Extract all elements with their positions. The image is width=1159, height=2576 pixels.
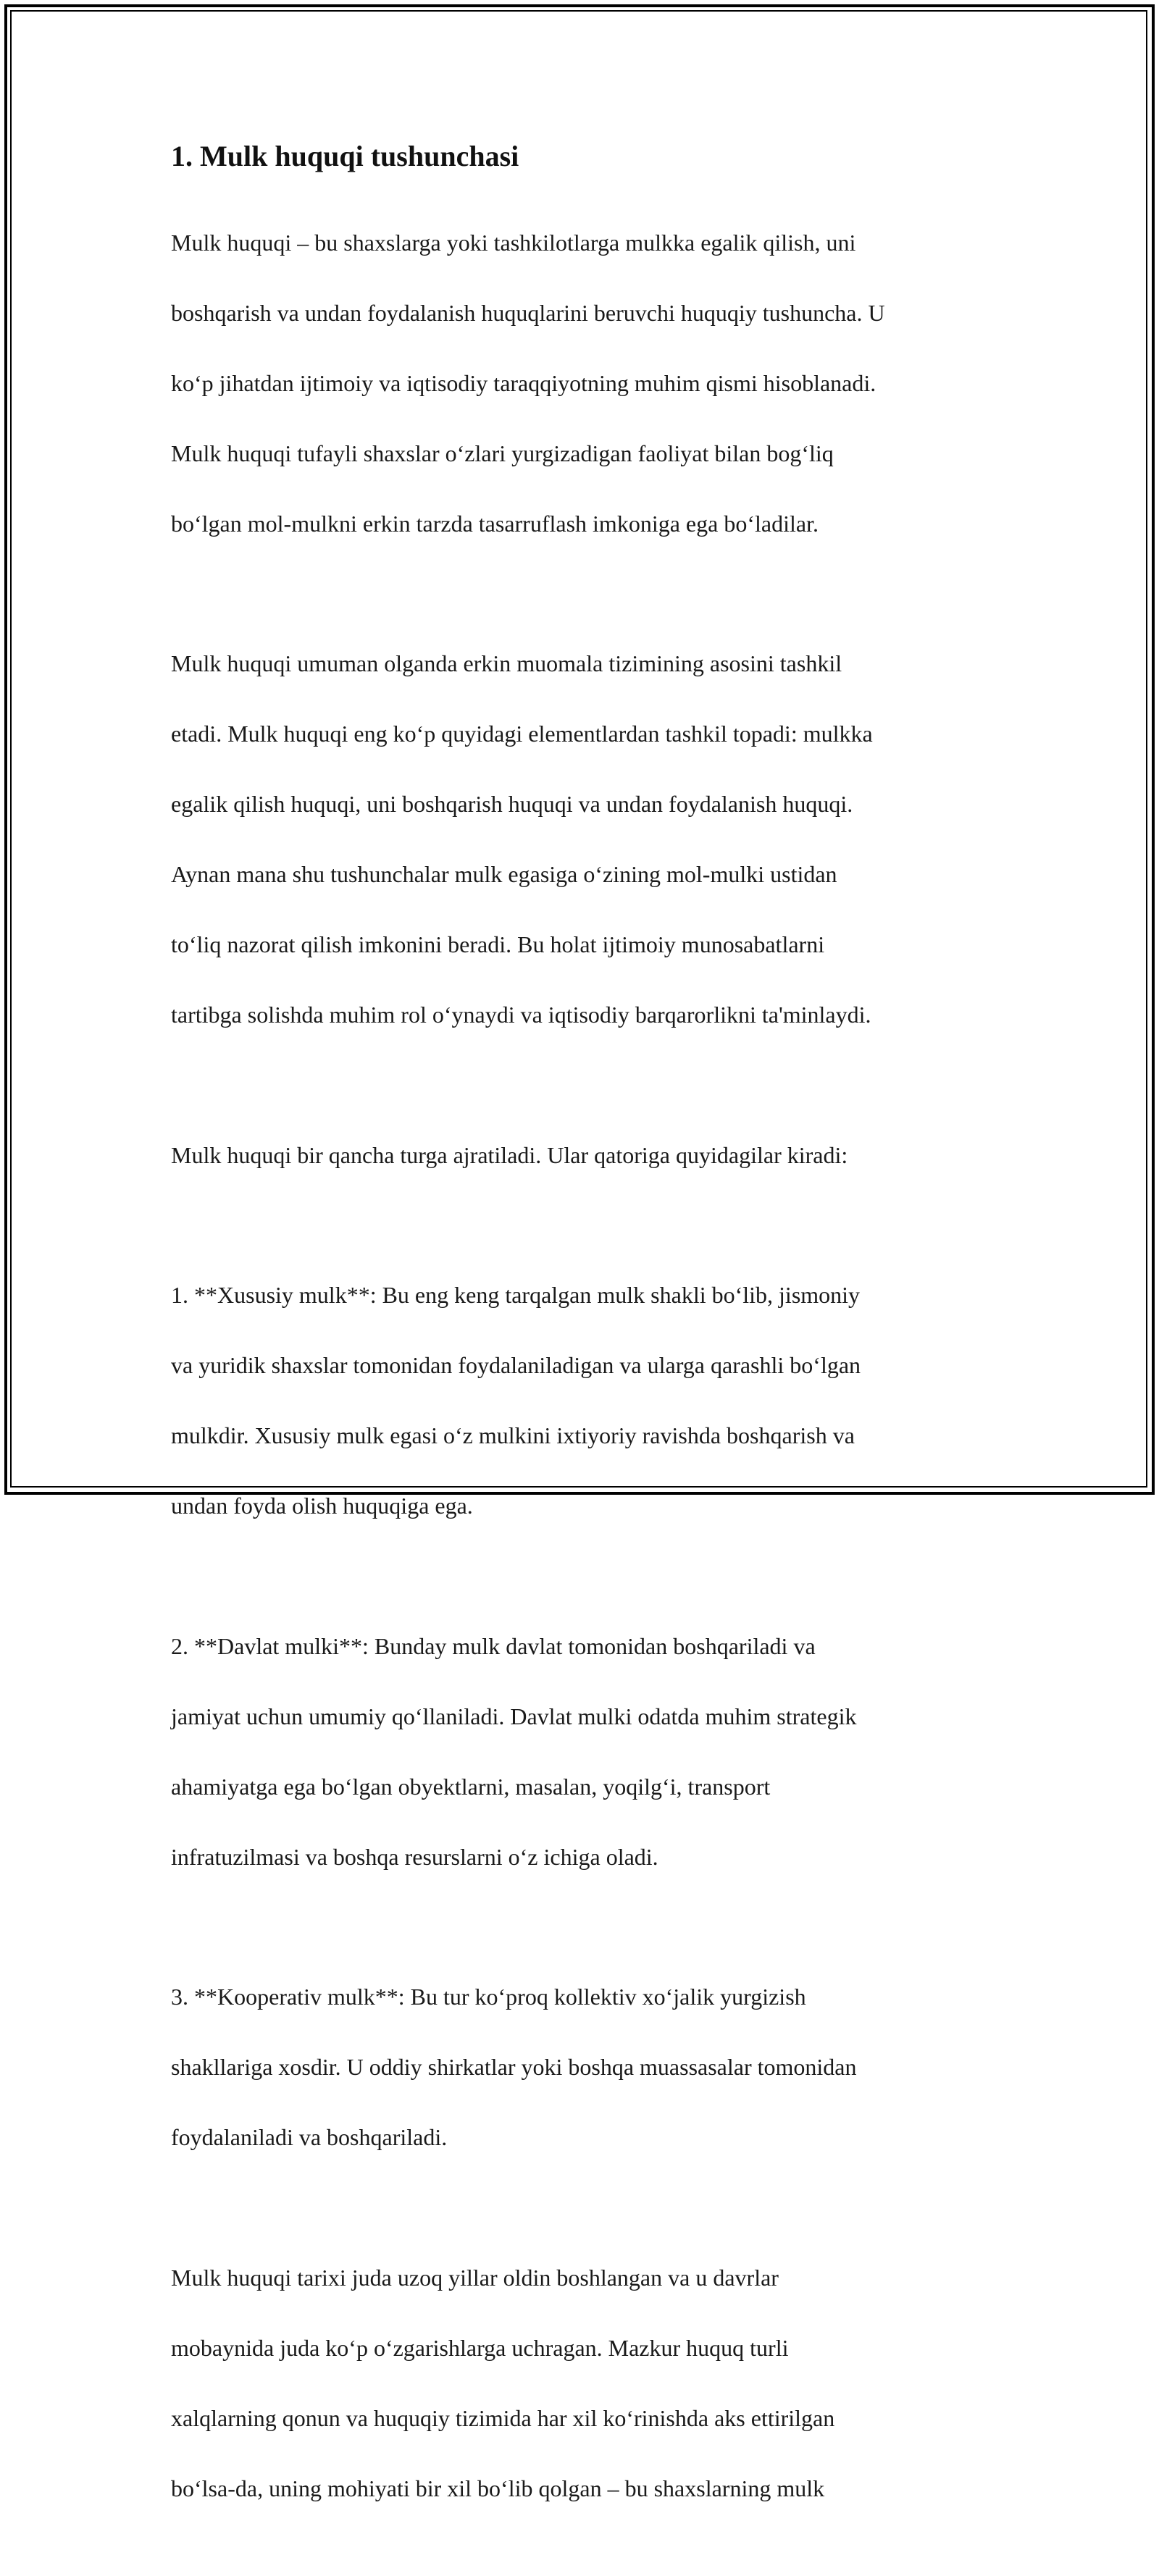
paragraph-elements [171,611,997,1068]
text-line: Mulk huquqi tarixi juda uzoq yillar oldin boshlangan va u davrlar [171,2264,779,2291]
text-line: xalqlarning qonun va huquqiy tizimida har xil koʻrinishda aks ettirilgan [171,2404,835,2431]
text-line: 2. **Davlat mulki**: Bunday mulk davlat tomonidan boshqariladi va [171,1632,816,1659]
text-line: Mulk huquqi tufayli shaxslar oʻzlari yurgizadigan faoliyat bilan bogʻliq [171,440,834,466]
text-line: boʻlsa-da, uning mohiyati bir xil boʻlib qolgan – bu shaxslarning mulk [171,2475,825,2501]
text-line: boshqarish va undan foydalanish huquqlarini beruvchi huquqiy tushuncha. U [171,299,885,326]
text-line: mulkdir. Xususiy mulk egasi oʻz mulkini ixtiyoriy ravishda boshqarish va [171,1422,855,1448]
list-item-private-property [171,1243,997,1559]
text-line: Mulk huquqi umuman olganda erkin muomala tizimining asosini tashkil [171,650,842,676]
text-line: etadi. Mulk huquqi eng koʻp quyidagi elementlardan tashkil topadi: mulkka [171,721,873,747]
text-line: foydalaniladi va boshqariladi. [171,2124,448,2150]
page-title: 1. Mulk huquqi tushunchasi [171,140,519,172]
text-line: Mulk huquqi bir qancha turga ajratiladi. Ular qatoriga quyidagilar kiradi: [171,1141,848,1168]
text-line: va yuridik shaxslar tomonidan foydalaniladigan va ularga qarashli boʻlgan [171,1352,861,1378]
text-line: koʻp jihatdan ijtimoiy va iqtisodiy taraqqiyotning muhim qismi hisoblanadi. [171,369,876,396]
text-line: egalik qilish huquqi, uni boshqarish huquqi va undan foydalanish huquqi. [171,791,853,817]
text-line: toʻliq nazorat qilish imkonini beradi. Bu holat ijtimoiy munosabatlarni [171,931,825,957]
list-item-cooperative-property [171,1944,997,2191]
text-line: 3. **Kooperativ mulk**: Bu tur koʻproq kollektiv xoʻjalik yurgizish [171,1984,806,2010]
paragraph-types-intro [171,1102,997,1208]
paragraph-history [171,2225,997,2541]
text-line: boʻlgan mol-mulkni erkin tarzda tasarruflash imkoniga ega boʻladilar. [171,510,819,537]
text-line: undan foyda olish huquqiga ega. [171,1493,473,1519]
text-line: infratuzilmasi va boshqa resurslarni oʻz ichiga oladi. [171,1843,658,1870]
text-line: Aynan mana shu tushunchalar mulk egasiga oʻzining mol-mulki ustidan [171,861,837,887]
text-line: Mulk huquqi – bu shaxslarga yoki tashkilotlarga mulkka egalik qilish, uni [171,229,856,256]
paragraph-definition [171,190,997,576]
text-line: 1. **Xususiy mulk**: Bu eng keng tarqalgan mulk shakli boʻlib, jismoniy [171,1282,861,1308]
text-line: shakllariga xosdir. U oddiy shirkatlar yoki boshqa muassasalar tomonidan [171,2054,857,2080]
text-line: tartibga solishda muhim rol oʻynaydi va iqtisodiy barqarorlikni ta'minlaydi. [171,1002,871,1028]
document-body [171,138,997,2576]
list-item-state-property [171,1593,997,1910]
text-line: mobaynida juda koʻp oʻzgarishlarga uchragan. Mazkur huquq turli [171,2334,789,2361]
text-line: ahamiyatga ega boʻlgan obyektlarni, masalan, yoqilgʻi, transport [171,1773,771,1800]
text-line: jamiyat uchun umumiy qoʻllaniladi. Davlat mulki odatda muhim strategik [171,1703,857,1729]
